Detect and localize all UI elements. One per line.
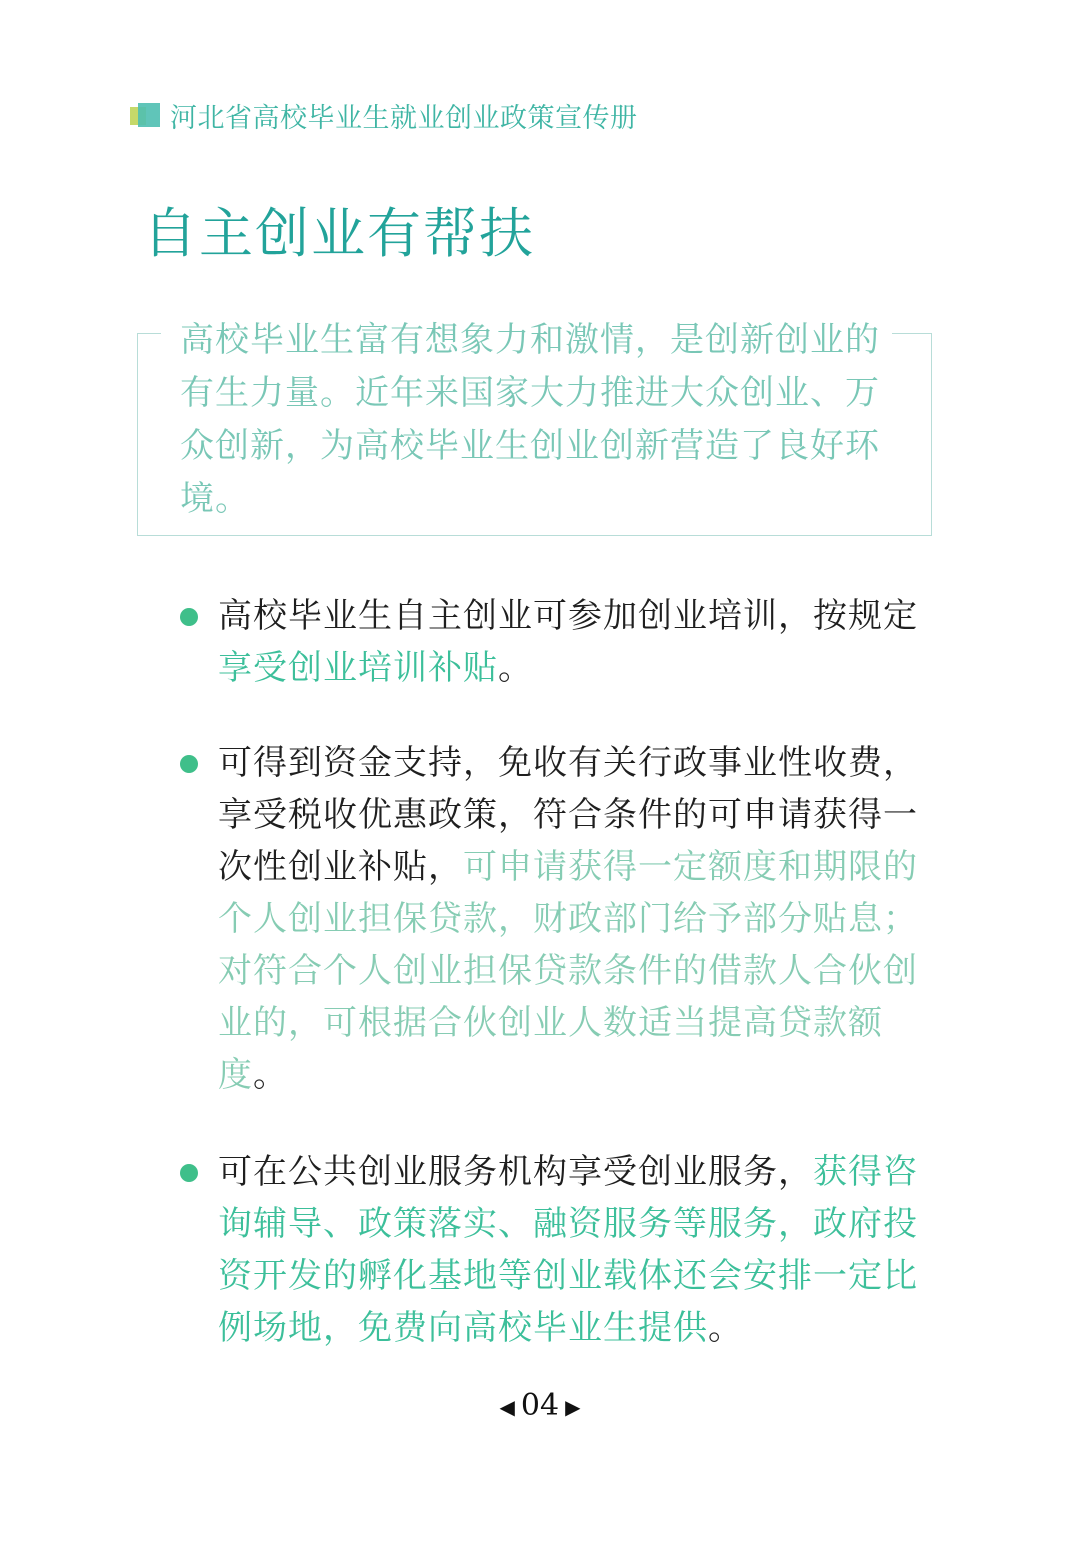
list-item (180, 590, 940, 694)
triangle-right-icon: ▶ (565, 1395, 581, 1419)
document-header (130, 95, 638, 135)
bullet-tail-text: 。 (498, 648, 533, 688)
bullet-highlight-text: 可申请获得一定额度和期限的个人创业担保贷款，财政部门给予部分贴息；对符合个人创业担保贷款条件的借款人合伙创业的，可根据合伙创业人数适当提高贷款额度 (218, 847, 918, 1095)
bullet-highlight-text: 获得咨询辅导、政策落实、融资服务等服务，政府投资开发的孵化基地等创业载体还会安排一定比例场地，免费向高校毕业生提供 (218, 1152, 918, 1348)
bullet-highlight-text: 享受创业培训补贴 (218, 648, 498, 688)
list-item (180, 1146, 940, 1354)
bullet-dot-icon (180, 1164, 198, 1182)
bullet-plain-text: 可得到资金支持，免收有关行政事业性收费，享受税收优惠政策，符合条件的可申请获得一次性创业补贴， (218, 743, 918, 887)
page-title: 自主创业有帮扶 (143, 202, 535, 265)
bullet-tail-text: 。 (708, 1308, 743, 1348)
bullet-text (218, 590, 948, 694)
document-title: 河北省高校毕业生就业创业政策宣传册 (170, 102, 638, 134)
triangle-left-icon: ◀ (499, 1395, 515, 1419)
bullet-plain-text: 高校毕业生自主创业可参加创业培训，按规定 (218, 596, 918, 636)
page-indicator (0, 1388, 1080, 1423)
bullet-text (218, 737, 948, 1101)
brand-mark-icon (130, 99, 162, 131)
bullet-text (218, 1146, 948, 1354)
bullet-plain-text: 可在公共创业服务机构享受创业服务， (218, 1152, 813, 1192)
page-number: 04 (520, 1388, 560, 1423)
list-item (180, 737, 940, 1101)
bullet-dot-icon (180, 608, 198, 626)
intro-text: 高校毕业生富有想象力和激情，是创新创业的有生力量。近年来国家大力推进大众创业、万众创新，为高校毕业生创业创新营造了良好环境。 (180, 320, 880, 519)
bullet-dot-icon (180, 755, 198, 773)
bullet-tail-text: 。 (253, 1055, 288, 1095)
